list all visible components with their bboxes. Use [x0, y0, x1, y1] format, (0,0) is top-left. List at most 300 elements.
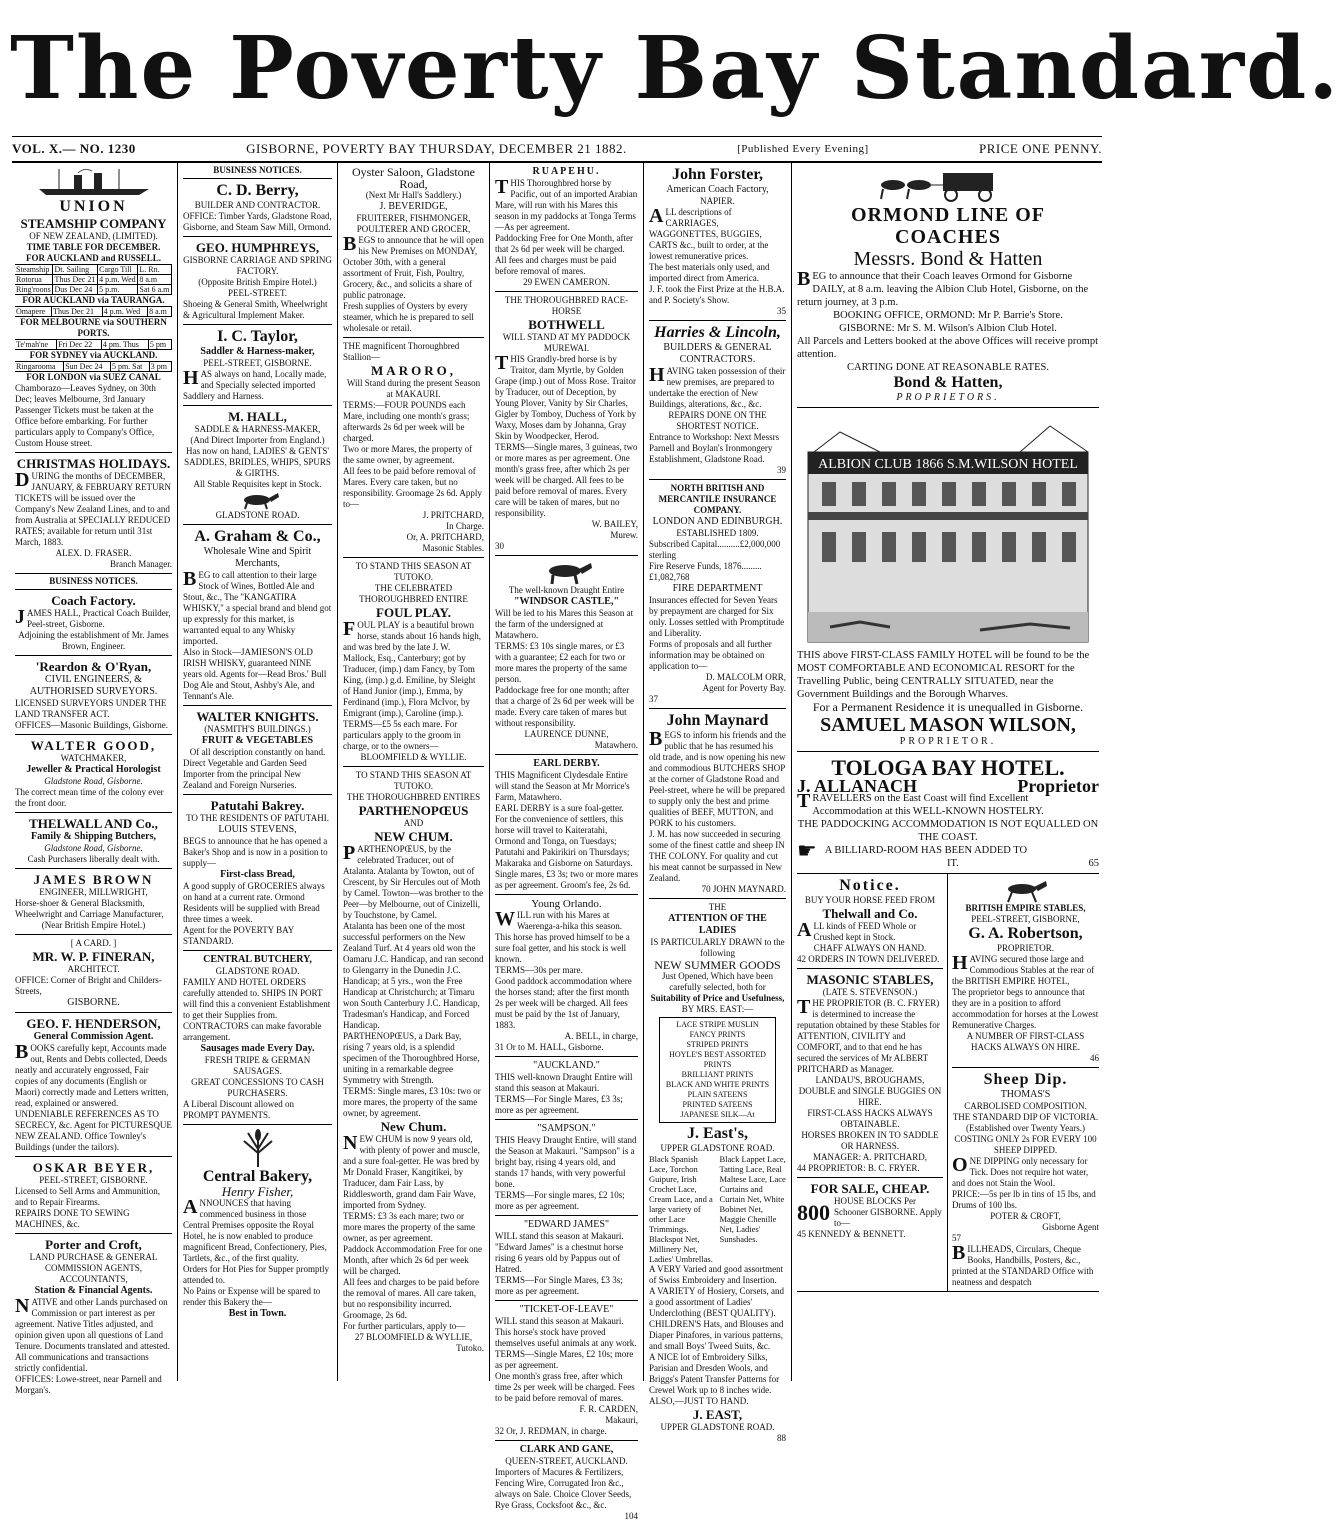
newchum-body5: For further particulars, apply to— — [343, 1321, 466, 1331]
fineran-town: GISBORNE. — [67, 997, 120, 1008]
nb-title: NORTH BRITISH AND MERCANTILE INSURANCE COMPANY. — [658, 483, 777, 515]
dip-body3: PRICE:—5s per lb in tins of 15 lbs, and Drums of 100 lbs. — [952, 1189, 1096, 1210]
coach-body2: Adjoining the establishment of Mr. James Brown, Engineer. — [18, 630, 169, 651]
graham-ad — [183, 525, 332, 706]
parthenopeus-ad — [343, 767, 484, 1357]
oyster-body: BEGS to announce that he will open his New Premises on MONDAY, October 30th, with a general assortment of Fruit, Fish, Poultry, Grocery, &c., and solicits a share of public patronage. — [343, 233, 484, 300]
reardon-title: 'Reardon & O'Ryan, — [35, 659, 152, 674]
oyster-body2: Fresh supplies of Oysters by every steamer, which he is prepared to sell wholesale or retail. — [343, 301, 474, 333]
edward-james-ad — [495, 1216, 638, 1301]
es-name: G. A. Robertson, — [968, 925, 1083, 942]
tologa-bay-ad — [797, 752, 1099, 874]
wheatsheaf-illustration — [183, 1128, 332, 1168]
nb-body: Subscribed Capital..........£2,000,000 sterling — [649, 539, 781, 560]
walter-body: The correct mean time of the colony ever the front door. — [15, 787, 164, 808]
butchery-sub: GLADSTONE ROAD. — [215, 966, 300, 976]
timetable-cell: Te'mah'ne — [15, 340, 57, 350]
ruapehu-ad — [495, 163, 638, 292]
timetable-cell: Thus Dec 21 — [52, 307, 102, 317]
timetable-row — [15, 265, 172, 275]
coach-title: Coach Factory. — [51, 593, 136, 608]
berry-sub: BUILDER AND CONTRACTOR. — [194, 200, 321, 210]
foulplay-body2: TERMS—£5 5s each mare. For particulars apply to the groom in charge, or to the owners— — [343, 719, 461, 751]
nb-sig: D. MALCOLM ORR, — [705, 672, 786, 682]
ladies-addr: UPPER GLADSTONE ROAD. — [660, 1143, 775, 1153]
brown-address: (Near British Empire Hotel.) — [41, 920, 146, 930]
foulplay-sig: BLOOMFIELD & WYLLIE. — [360, 752, 467, 762]
draught-horse-illustration — [495, 559, 638, 585]
harries-lincoln-ad — [649, 321, 786, 480]
harries-body: HAVING taken possession of their new premises, are prepared to undertake the erection of New Buildings, alterations, &c., &c. — [649, 364, 786, 409]
graham-title: A. Graham & Co., — [194, 528, 321, 545]
patutahi-body3: Agent for the POVERTY BAY STANDARD. — [183, 925, 294, 946]
notice-name: Thelwall and Co. — [822, 906, 918, 921]
patutahi-title: Patutahi Bakrey. — [210, 798, 305, 813]
thelwall-body: Cash Purchasers liberally dealt with. — [27, 854, 160, 864]
harries-sub: BUILDERS & GENERAL CONTRACTORS. — [663, 342, 772, 365]
reardon-line2: OFFICES—Masonic Buildings, Gisborne. — [15, 720, 169, 730]
timetable-cell: Sat 6 a.m — [138, 285, 172, 295]
col6-left — [797, 874, 948, 1291]
ladies-body3: A VERY Varied and good assortment of Swiss Embroidery and Insertion. — [649, 1264, 784, 1285]
ladies-title2: NEW SUMMER GOODS — [654, 958, 781, 972]
oyster-sub2: FRUITERER, FISHMONGER, POULTERER AND GROCER, — [356, 213, 471, 234]
column-6 — [792, 163, 1104, 1381]
es-title: BRITISH EMPIRE STABLES, — [965, 903, 1086, 913]
hall-addr: GLADSTONE ROAD. — [215, 510, 300, 520]
reardon-ad — [15, 656, 172, 735]
orlando-sig2: 31 Or to M. HALL, Gisborne. — [495, 1042, 604, 1052]
brown-sub: ENGINEER, MILLWRIGHT, — [39, 887, 148, 897]
taylor-addr: PEEL-STREET, GISBORNE. — [203, 358, 312, 368]
north-british-ad — [649, 480, 786, 709]
nb-sub2: ESTABLISHED 1809. — [676, 528, 759, 538]
edward-title: "EDWARD JAMES" — [523, 1219, 610, 1230]
windsor-l1: The well-known Draught Entire — [508, 585, 625, 595]
masonic-body4: HORSES BROKEN IN TO SADDLE OR HARNESS. — [801, 1130, 939, 1151]
newchum-sig2: Tutoko. — [456, 1343, 484, 1353]
harries-body2: REPAIRS DONE ON THE SHORTEST NOTICE. — [668, 410, 767, 431]
thelwall-ad — [15, 813, 172, 869]
ruapehu-title: RUAPEHU. — [532, 166, 601, 177]
derby-body2: EARL DERBY is a sure foal-getter. For the convenience of settlers, this horse will travel to Kaiteratahi, Ormond and Tonga, on Tuesdays; Patutahi and Pakirikiri on Thursdays; Makaraka and Gisborne on Saturdays. — [495, 803, 633, 868]
es-sub: PEEL-STREET, GISBORNE, — [971, 914, 1080, 924]
coach-factory-ad — [15, 590, 172, 656]
ormond-body4: All Parcels and Letters booked at the above Offices will receive prompt attention. — [797, 336, 1098, 360]
clark-body: Importers of Macures & Fertilizers, Fencing Wire, Corrugated Iron &c., always on Sale. Choice Clover Seeds, Rye Grass, Cocksfoot &c., &c. — [495, 1467, 632, 1510]
windsor-castle-ad — [495, 556, 638, 755]
fineran-sub: ARCHITECT. — [67, 964, 120, 974]
knights-sub: (NASMITH'S BUILDINGS.) — [204, 724, 311, 734]
goods-item: STRIPED PRINTS — [686, 1040, 749, 1049]
central-butchery-ad — [183, 951, 332, 1125]
bakery-body2: Orders for Hot Pies for Supper promptly attended to. — [183, 1264, 329, 1285]
thelwall-title: THELWALL AND Co., — [29, 816, 158, 831]
brown-title: JAMES BROWN — [33, 872, 154, 887]
forster-title: John Forster, — [672, 166, 763, 183]
knights-body3: Direct Vegetable and Garden Seed Importer from the principal New Zealand and Foreign Nurseries. — [183, 758, 307, 790]
reardon-line1: LICENSED SURVEYORS UNDER THE LAND TRANSFER ACT. — [15, 698, 167, 719]
albion-name: SAMUEL MASON WILSON, — [820, 714, 1076, 736]
newchum-title: New Chum. — [380, 1119, 447, 1134]
nb-body3: Insurances effected for Seven Years by prepayment are charged for Six only. Losses settled with Promptitude and Liberality. — [649, 595, 785, 638]
taylor-title: I. C. Taylor, — [217, 328, 298, 345]
masonic-title: MASONIC STABLES, — [806, 972, 934, 987]
timetable-cell: Dus Dec 24 — [53, 285, 98, 295]
bakery-sub: Best in Town. — [228, 1308, 287, 1319]
timetable-cell: 8 a.m — [148, 307, 172, 317]
timetable-row — [15, 307, 172, 317]
timetable-cell: 4 p.m. Wed — [98, 275, 138, 285]
ormond-title: ORMOND LINE OF COACHES — [851, 204, 1045, 248]
ormond-body2: BOOKING OFFICE, ORMOND: Mr P. Barrie's Store. — [833, 310, 1063, 321]
maroro-sig: J. PRITCHARD, — [422, 510, 484, 520]
butchery-body4: GREAT CONCESSIONS TO CASH PURCHASERS. — [191, 1077, 324, 1098]
london-details: Chamborazo—Leaves Sydney, on 30th Dec; leaves Melbourne, 3rd January — [15, 383, 156, 404]
timetable-row — [15, 275, 172, 285]
sheep-dip-ad — [952, 1068, 1099, 1291]
bothwell-body2: TERMS—Single mares, 3 guineas, two or more mares as per agreement. One month's grass free, after which 2s per week will be charged. All fees to be paid before removal of mares. Every care will be taken of mares, but no responsibility. — [495, 442, 638, 518]
maroro-body4: All fees to be paid before removal of Mares. Every care taken, but no responsibility. Groomage 2s 6d. Apply to— — [343, 466, 482, 509]
ticket-title: "TICKET-OF-LEAVE" — [519, 1304, 614, 1315]
parth-l2: THE THOROUGHBRED ENTIRES — [346, 792, 481, 802]
porter-sub: LAND PURCHASE & GENERAL COMMISSION AGENTS, ACCOUNTANTS, — [29, 1252, 158, 1284]
masonic-body5: MANAGER: A. PRITCHARD, — [812, 1152, 927, 1162]
earl-derby-ad — [495, 755, 638, 895]
butchery-body2: CONTRACTORS can make favorable arrangement. — [183, 1021, 322, 1042]
ladies-name2: J. EAST, — [692, 1407, 743, 1422]
clark-num: 104 — [624, 1511, 638, 1521]
hotel-sign-text: ALBION CLUB 1866 S.M.WILSON HOTEL — [818, 457, 1078, 472]
nb-num: 37 — [649, 694, 658, 704]
union-title: UNION — [59, 198, 128, 215]
forster-addr: NAPIER. — [700, 196, 735, 206]
timetable-cell: 3 pm — [149, 362, 171, 372]
thelwall-sub: Family & Shipping Butchers, — [30, 831, 157, 842]
ladies-l1: THE — [708, 902, 727, 912]
tologa-title: TOLOGA BAY HOTEL. — [831, 755, 1065, 780]
humphreys-addr2: PEEL-STREET. — [227, 288, 288, 298]
masonic-body6: 44 PROPRIETOR: B. C. FRYER. — [797, 1163, 920, 1173]
windsor-body3: Paddockage free for one month; after that a charge of 2s 6d per week will be made. Every care taken of mares but without responsibility. — [495, 685, 635, 728]
newchum-body4: All fees and charges to be paid before the removal of mares. All care taken, but no responsibility incurred. Groomage, 2s 6d. — [343, 1277, 480, 1320]
tologa-footer — [797, 857, 1099, 870]
foulplay-title: FOUL PLAY. — [376, 605, 451, 620]
price: PRICE ONE PENNY. — [979, 141, 1102, 156]
windsor-body: Will be led to his Mares this Season at the farm of the undersigned at Matawhero. — [495, 608, 634, 640]
timetable-cell: 5 pm. Sat — [110, 362, 149, 372]
nb-body2: Fire Reserve Funds, 1876.........£1,082,768 — [649, 561, 762, 582]
dip-body: COSTING ONLY 2s FOR EVERY 100 SHEEP DIPPED. — [954, 1134, 1097, 1155]
butchery-body: FAMILY AND HOTEL ORDERS carefully attended to. SHIPS IN PORT will find this a convenient Establishment to get their Supplies from. — [183, 977, 331, 1020]
notice-body: BUY YOUR HORSE FEED FROM — [804, 895, 936, 905]
goods-item: JAPANESE SILK—At — [680, 1110, 755, 1119]
bothwell-sub: WILL STAND AT MY PADDOCK MUREWAI. — [502, 332, 631, 353]
beyer-ad — [15, 1157, 172, 1234]
union-note: Passenger Tickets must be taken at the Office before embarking. For further particulars apply to Company's Office, Custom House street. — [15, 405, 155, 448]
ruapehu-body2: Paddocking Free for One Month, after that 2s 6d per week will be charged. — [495, 233, 633, 254]
timetable-auckland — [15, 264, 172, 295]
sale-body: HOUSE BLOCKS Per Schooner GISBORNE. Apply to— — [834, 1196, 942, 1228]
notice-ad — [797, 874, 943, 969]
walter-title: WALTER GOOD, — [30, 738, 157, 753]
taylor-ad — [183, 325, 332, 406]
ticket-body: WILL stand this season at Makauri. This horse's stock have proved themselves useful animals at any work. — [495, 1316, 637, 1348]
parth-and: AND — [403, 818, 424, 828]
foulplay-body: FOUL PLAY is a beautiful brown horse, stands about 16 hands high, and was bred by the late J. W. Mallock, Esq., Canterbury; got by Traducer, (imp.) dam Fancy, by Tom King, (imp.) g.d. Emiline, by Sleight of Hand Junior (imp.), Emma, by Ferdinand (imp.), Flora McIvor, by Emigrant (imp.), Caroline (imp.). — [343, 618, 481, 718]
henderson-body2: UNDENIABLE REFERENCES AS TO SECRECY, &c. Agent for PICTURESQUE NEW ZEALAND. Office Townley's Buildings (under the tailors). — [15, 1109, 172, 1152]
maroro-sig2: In Charge. — [446, 521, 484, 531]
dip-title: Sheep Dip. — [983, 1071, 1068, 1088]
tologa-proprietor-line — [797, 776, 1099, 796]
knights-title: WALTER KNIGHTS. — [196, 709, 319, 724]
timetable-cell: Thus Dec 21 — [53, 275, 98, 285]
place-date: GISBORNE, POVERTY BAY THURSDAY, DECEMBER 21 1882. — [246, 141, 627, 156]
ruapehu-body3: All fees and charges must be paid before removal of mares. — [495, 255, 617, 276]
bothwell-title: THE THOROUGHBRED RACE-HORSE — [504, 295, 629, 316]
foulplay-l1: TO STAND THIS SEASON AT TUTOKO. — [355, 561, 472, 582]
stagecoach-illustration — [797, 166, 1099, 204]
ruapehu-sig: 29 EWEN CAMERON. — [523, 277, 610, 287]
stable-horse-illustration — [952, 877, 1099, 903]
pointing-hand-icon: ☛ — [797, 838, 817, 863]
auckland-body2: TERMS—For Single Mares, £3 3s; more as per agreement. — [495, 1094, 623, 1115]
steamship-illustration — [15, 166, 172, 198]
timetable-cell: Fri Dec 22 — [57, 340, 102, 350]
forster-body3: J. F. took the First Prize at the H.B.A. and P. Society's Show. — [649, 284, 785, 305]
timetable-melbourne — [15, 339, 172, 350]
albion-sub: PROPRIETOR. — [899, 736, 997, 747]
albion-body: THIS above FIRST-CLASS FAMILY HOTEL will be found to be the MOST COMFORTABLE AND ECONOMICAL RESORT for the Travelling Public, being CENTRALLY SITUATED, near the Government Buildings and the Borough Wharves. — [797, 650, 1090, 700]
hotel-illustration — [797, 411, 1099, 649]
dip-sig2: Gisborne Agent — [1042, 1222, 1099, 1232]
es-sub2: PROPRIETOR. — [996, 943, 1055, 953]
orlando-title: Young Orlando. — [531, 898, 602, 910]
route-auckland: FOR AUCKLAND and RUSSELL. — [25, 253, 162, 263]
ladies-body6: A NICE lot of Embroidery Silks, Parisian and Dresden Wools, and Briggs's Patent Transfer Patterns for Crewel Work up to 8 inches wide. — [649, 1352, 780, 1395]
ladies-sub2: Suitability of Price and Usefulness, — [650, 993, 785, 1003]
ladies-name: J. East's, — [687, 1125, 748, 1142]
column-3 — [338, 163, 490, 1381]
empire-stables-ad — [952, 874, 1099, 1068]
goods-item: FANCY PRINTS — [689, 1030, 746, 1039]
newchum-body2: TERMS: £3 3s each mare; two or more mares the property of the same owner, as per agreement. — [343, 1211, 475, 1243]
timetable-row — [15, 362, 172, 372]
porter-sub2: Station & Financial Agents. — [34, 1285, 153, 1296]
notice-title: Notice. — [839, 877, 901, 894]
parth-body2: Atalanta has been one of the most successful performers on the New Zealand Turf. At 4 years old won the Oamaru J.C. Handicap, and ran second to Glengarry in the Dunedin J.C. Handicap; at 5 yrs., won the Free Handicap at Christchurch; at Timaru won South Canterbury J.C. Handicap, Tradesman's Handicap, and Forced Handicap. — [343, 921, 484, 1030]
union-subtitle: OF NEW ZEALAND, (LIMITED). — [29, 231, 158, 241]
patutahi-sub2: First-class Bread, — [220, 869, 295, 880]
oyster-sub: (Next Mr Hall's Saddlery.) — [365, 190, 462, 200]
bakery-title: Central Bakery, — [202, 1168, 313, 1185]
forster-num: 35 — [777, 306, 786, 316]
tologa-billiard — [797, 838, 1099, 863]
bothwell-sig: W. BAILEY, — [591, 519, 638, 529]
ladies-title: ATTENTION OF THE LADIES — [668, 913, 767, 936]
humphreys-body: Shoeing & General Smith, Wheelwright & Agricultural Implement Maker. — [183, 299, 328, 320]
maynard-ad — [649, 709, 786, 899]
brown-body: Horse-shoer & General Blacksmith, Wheelwright and Carriage Manufacturer, — [15, 898, 164, 919]
ladies-body4: A VARIETY of Hosiery, Corsets, and a good assortment of Ladies' Underclothing (BEST QUALITY). — [649, 1286, 784, 1318]
parth-body3: PARTHENOPŒUS, a Dark Bay, rising 7 years old, is a splendid specimen of the Thoroughbred Horse, uniting in a remarkable degree Symmetry with Strength. — [343, 1031, 480, 1085]
route-london: FOR LONDON via SUEZ CANAL — [26, 372, 161, 382]
dip-sub: THOMAS'S — [1000, 1089, 1051, 1100]
horse-illustration — [183, 490, 332, 510]
maroro-body3: Two or more Mares, the property of the same owner, by agreement. — [343, 444, 473, 465]
windsor-body2: TERMS: £3 10s single mares, or £3 with a guarantee; £2 each for two or more mares the property of the same person. — [495, 641, 627, 684]
parth-l1: TO STAND THIS SEASON AT TUTOKO. — [355, 770, 472, 791]
route-melbourne: FOR MELBOURNE via SOUTHERN PORTS. — [20, 317, 167, 338]
harries-title: Harries & Lincoln, — [654, 324, 781, 341]
published-note: [Published Every Evening] — [737, 143, 869, 155]
hall-ad — [183, 406, 332, 525]
newchum-body: NEW CHUM is now 9 years old, with plenty of power and muscle, and a sure foal-getter. He was bred by Mr Donald Fraser, Kangitikei, by Traducer, dam Fair Lass, by Riddlesworth, grand dam Fair Wave, imported from Sydney. — [343, 1132, 480, 1210]
newchum-sig: 27 BLOOMFIELD & WYLLIE, — [354, 1332, 473, 1342]
timetable-row — [15, 285, 172, 295]
henderson-body: BOOKS carefully kept, Accounts made out, Rents and Debts collected, Deeds neatly and accurately engrossed, Fair copies of any documents (English or Maori) correctly made and Letters written, read, explained or answered. — [15, 1041, 169, 1108]
humphreys-ad — [183, 237, 332, 325]
timetable-cell: Rotorua — [15, 275, 53, 285]
maroro-sig4: Masonic Stables. — [422, 543, 484, 553]
derby-title: EARL DERBY. — [533, 758, 600, 769]
harries-num: 39 — [777, 465, 786, 475]
clark-title: CLARK AND GANE, — [519, 1444, 614, 1455]
bothwell-title2: BOTHWELL — [528, 317, 605, 332]
dip-body4: BILLHEADS, Circulars, Cheque Books, Handbills, Posters, &c., printed at the STANDARD Office with neatness and despatch — [952, 1242, 1094, 1287]
ticket-of-leave-ad — [495, 1301, 638, 1441]
henderson-title: GEO. F. HENDERSON, — [26, 1016, 161, 1031]
column-1 — [10, 163, 178, 1395]
lace-list-left: Black Spanish Lace, Torchon Guipure, Irish Crochet Lace, Cream Lace, and a large variety of other Lace Trimmings. Blackspot Net, Millinery Net, Ladies' Umbrellas. — [649, 1154, 713, 1264]
porter-body2: OFFICES: Lowe-street, near Parnell and Morgan's. — [15, 1374, 162, 1395]
parth-title2: NEW CHUM. — [374, 829, 453, 844]
columns — [10, 163, 1104, 1521]
timetable-cell: 5 pm — [148, 340, 171, 350]
timetable-cell: Ring'roons — [15, 285, 53, 295]
sale-sig: 45 KENNEDY & BENNETT. — [797, 1229, 906, 1239]
walter-sub: WATCHMAKER, — [60, 753, 127, 763]
auckland-title: "AUCKLAND." — [533, 1060, 600, 1071]
timetable-cell: Steamship — [15, 265, 53, 275]
ladies-lace-lists — [649, 1154, 786, 1264]
fineran-title: MR. W. P. FINERAN, — [32, 949, 155, 964]
foul-play-ad — [343, 558, 484, 767]
maroro-sub: Will Stand during the present Season at MAKAURI. — [346, 378, 481, 399]
ruapehu-body: THIS Thoroughbred horse by Pacific, out of an imported Arabian Mare, will run with his Mares this season in my paddocks at Tonga Terms—As per agreement. — [495, 176, 638, 232]
orlando-body2: TERMS—30s per mare. — [495, 965, 583, 975]
james-brown-ad — [15, 869, 172, 935]
timetable-cell: Omapere — [15, 307, 52, 317]
humphreys-title: GEO. HUMPHREYS, — [195, 240, 320, 255]
es-body3: A NUMBER OF FIRST-CLASS HACKS ALWAYS ON HIRE. — [966, 1031, 1085, 1052]
knights-body2: Of all description constantly on hand. — [189, 747, 326, 757]
oyster-name: J. BEVERIDGE, — [379, 201, 448, 212]
reardon-sub: CIVIL ENGINEERS, & AUTHORISED SURVEYORS. — [29, 674, 158, 697]
ticket-body3: One month's grass free, after which time 2s per week will be charged. Fees to be paid before removal of mares. — [495, 1371, 635, 1403]
patutahi-body2: A good supply of GROCERIES always on hand at a current rate. Ormond Residents will be supplied with Bread three times a week. — [183, 881, 325, 924]
timetable-cell: Dt. Sailing — [53, 265, 98, 275]
column-2 — [178, 163, 338, 1381]
timetable-title: TIME TABLE FOR DECEMBER. — [26, 242, 161, 252]
dip-num: 57 — [952, 1233, 961, 1243]
clark-sub: QUEEN-STREET, AUCKLAND. — [505, 1456, 628, 1466]
graham-body2: Also in Stock—JAMIESON'S OLD IRISH WHISKY, guaranteed NINE years old. Agents for—Read Bros.' Bull Dog Ale and Stout, Ashby's Ale, and Tennant's Ale. — [183, 647, 327, 701]
walter-good-ad — [15, 735, 172, 813]
union-steamship-ad — [15, 163, 172, 453]
young-orlando-ad — [495, 895, 638, 1057]
forster-ad — [649, 163, 786, 321]
sampson-ad — [495, 1120, 638, 1216]
parth-title: PARTHENOPŒUS — [358, 803, 469, 818]
ladies-sub: IS PARTICULARLY DRAWN to the following — [650, 937, 785, 958]
albion-body2: For a Permanent Residence it is unequalled in Gisborne. — [812, 700, 1084, 714]
walter-address: Gladstone Road, Gisborne. — [44, 776, 143, 786]
maroro-sig3: Or, A. PRITCHARD, — [406, 532, 484, 542]
berry-body: OFFICE: Timber Yards, Gladstone Road, Gisborne, and Steam Saw Mill, Ormond. — [183, 211, 332, 232]
maroro-title: MARORO, — [371, 363, 456, 378]
ladies-body: Just Opened, Which have been carefully selected, both for — [661, 971, 774, 992]
ladies-also: ALSO,—JUST TO HAND. — [649, 1396, 749, 1406]
humphreys-sub: GISBORNE CARRIAGE AND SPRING FACTORY. — [183, 255, 332, 276]
dip-sig: POTER & CROFT, — [990, 1211, 1061, 1221]
col6-split — [797, 874, 1099, 1292]
es-num: 46 — [1090, 1053, 1099, 1063]
business-notices-header: BUSINESS NOTICES. — [15, 574, 172, 590]
beyer-body: Licensed to Sell Arms and Ammunition, and to Repair Firearms. — [15, 1186, 160, 1207]
parth-body: PARTHENOPŒUS, by the celebrated Traducer, out of Atalanta. Atalanta by Towton, out of Crescent, by Sir Hercules out of Moth by Camel. Towton—was brother to the Peer—by Melbourne, out of Cinizelli, by Touchstone, by Camel. — [343, 842, 484, 920]
edward-body: WILL stand this season at Makauri. "Edward James" is a chestnut horse rising 6 years old by Pappus out of Hatred. — [495, 1231, 624, 1274]
knights-body: FRUIT & VEGETABLES — [201, 735, 314, 746]
patutahi-body: BEGS to announce that he has opened a Baker's Shop and is now in a position to supply— — [183, 836, 328, 868]
beyer-sub: PEEL-STREET, GISBORNE. — [39, 1175, 148, 1185]
coach-body: JAMES HALL, Practical Coach Builder, Peel-street, Gisborne. — [15, 606, 171, 629]
taylor-sub: Saddler & Harness-maker, — [200, 346, 315, 357]
bothwell-num: 30 — [495, 541, 504, 551]
oyster-title: Oyster Saloon, Gladstone Road, — [352, 165, 475, 191]
ticket-body2: TERMS—Single Mares, £2 10s; more as per agreement. — [495, 1349, 634, 1370]
fineran-body: OFFICE: Corner of Bright and Childers-Streets, — [15, 975, 162, 996]
timetable-cell: Cargo Till — [98, 265, 138, 275]
foulplay-l2: THE CELEBRATED THOROUGHBRED ENTIRE — [359, 583, 468, 604]
xmas-signature: ALEX. D. FRASER. — [55, 548, 132, 558]
tologa-num: 65 — [1088, 858, 1099, 869]
beyer-title: OSKAR BEYER, — [32, 1160, 155, 1175]
maynard-title: John Maynard — [666, 712, 769, 729]
henderson-sub: General Commission Agent. — [33, 1031, 154, 1042]
central-bakery-ad — [183, 1125, 332, 1323]
dip-sub3: THE STANDARD DIP OF VICTORIA. — [952, 1112, 1099, 1122]
es-body2: The proprietor begs to announce that they are in a position to afford accommodation for horses at the Lowest Remunerative Charges. — [952, 987, 1099, 1030]
sale-line — [797, 1196, 943, 1229]
tologa-body2: THE PADDOCKING ACCOMMODATION IS NOT EQUALLED ON THE COAST. — [797, 819, 1099, 843]
maroro-ad — [343, 338, 484, 558]
nb-sub3: FIRE DEPARTMENT — [672, 583, 763, 594]
forster-sub: American Coach Factory, — [666, 184, 769, 195]
dip-body2: ONE DIPPING only necessary for Tick. Does not require hot water, and does not Stain the Wool. — [952, 1154, 1089, 1188]
ormond-body: BEG to announce that their Coach leaves Ormond for Gisborne DAILY, at 8 a.m. leaving the Albion Club Hotel, Gisborne, on the return journey, at 3 p.m. — [797, 268, 1089, 308]
berry-ad — [183, 179, 332, 237]
bothwell-ad — [495, 292, 638, 556]
column-4 — [490, 163, 644, 1521]
maynard-sig: 70 JOHN MAYNARD. — [701, 884, 786, 894]
butchery-body3: FRESH TRIPE & GERMAN SAUSAGES. — [204, 1055, 311, 1076]
xmas-title: CHRISTMAS HOLIDAYS. — [16, 456, 171, 471]
timetable-sydney — [15, 361, 172, 372]
for-sale-ad — [797, 1178, 943, 1243]
bakery-body3: No Pains or Expense will be spared to render this Bakery the— — [183, 1286, 321, 1307]
beyer-body2: REPAIRS DONE TO SEWING MACHINES, &c. — [15, 1208, 130, 1229]
